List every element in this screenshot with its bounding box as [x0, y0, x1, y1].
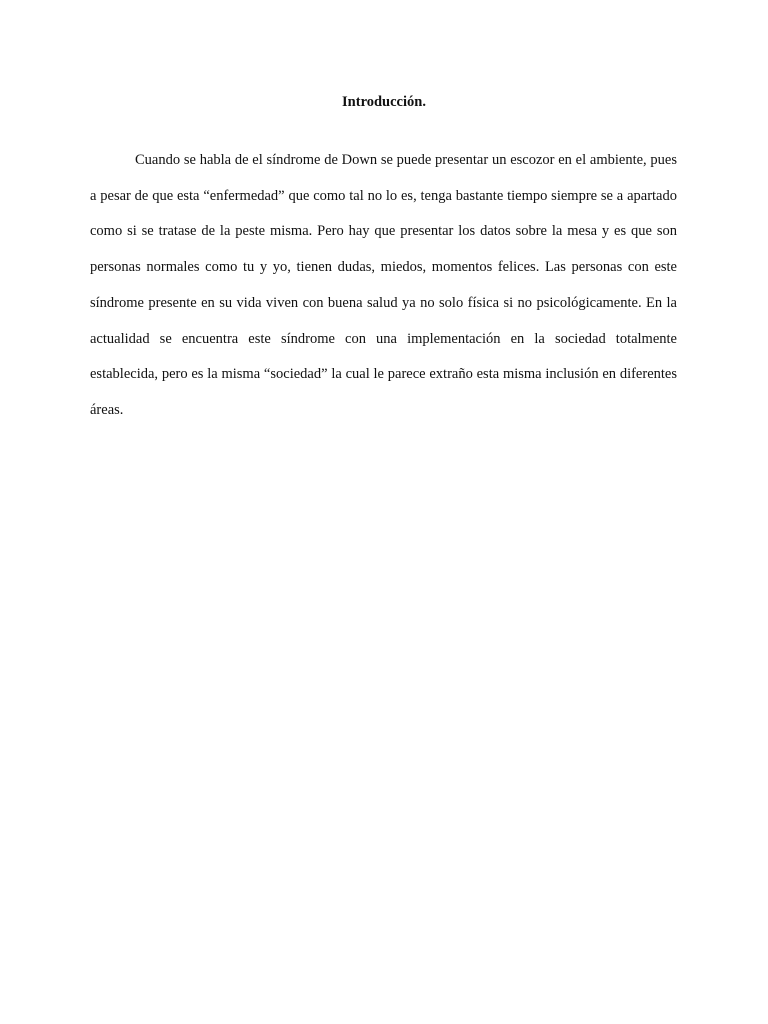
- body-paragraph: Cuando se habla de el síndrome de Down se puede presentar un escozor en el ambiente, pues a pesar de que esta “enfermedad” que como tal no lo es, tenga bastante tiempo siempre se a apartado como si se tratase de la peste misma. Pero hay que presentar los datos sobre la mesa y es que son personas normales como tu y yo, tienen dudas, miedos, momentos felices. Las personas con este síndrome presente en su vida viven con buena salud ya no solo física si no psicológicamente. En la actualidad se encuentra este síndrome con una implementación en la sociedad totalmente establecida, pero es la misma “sociedad” la cual le parece extraño esta misma inclusión en diferentes áreas.: [90, 152, 677, 418]
- document-title: Introducción.: [342, 94, 426, 110]
